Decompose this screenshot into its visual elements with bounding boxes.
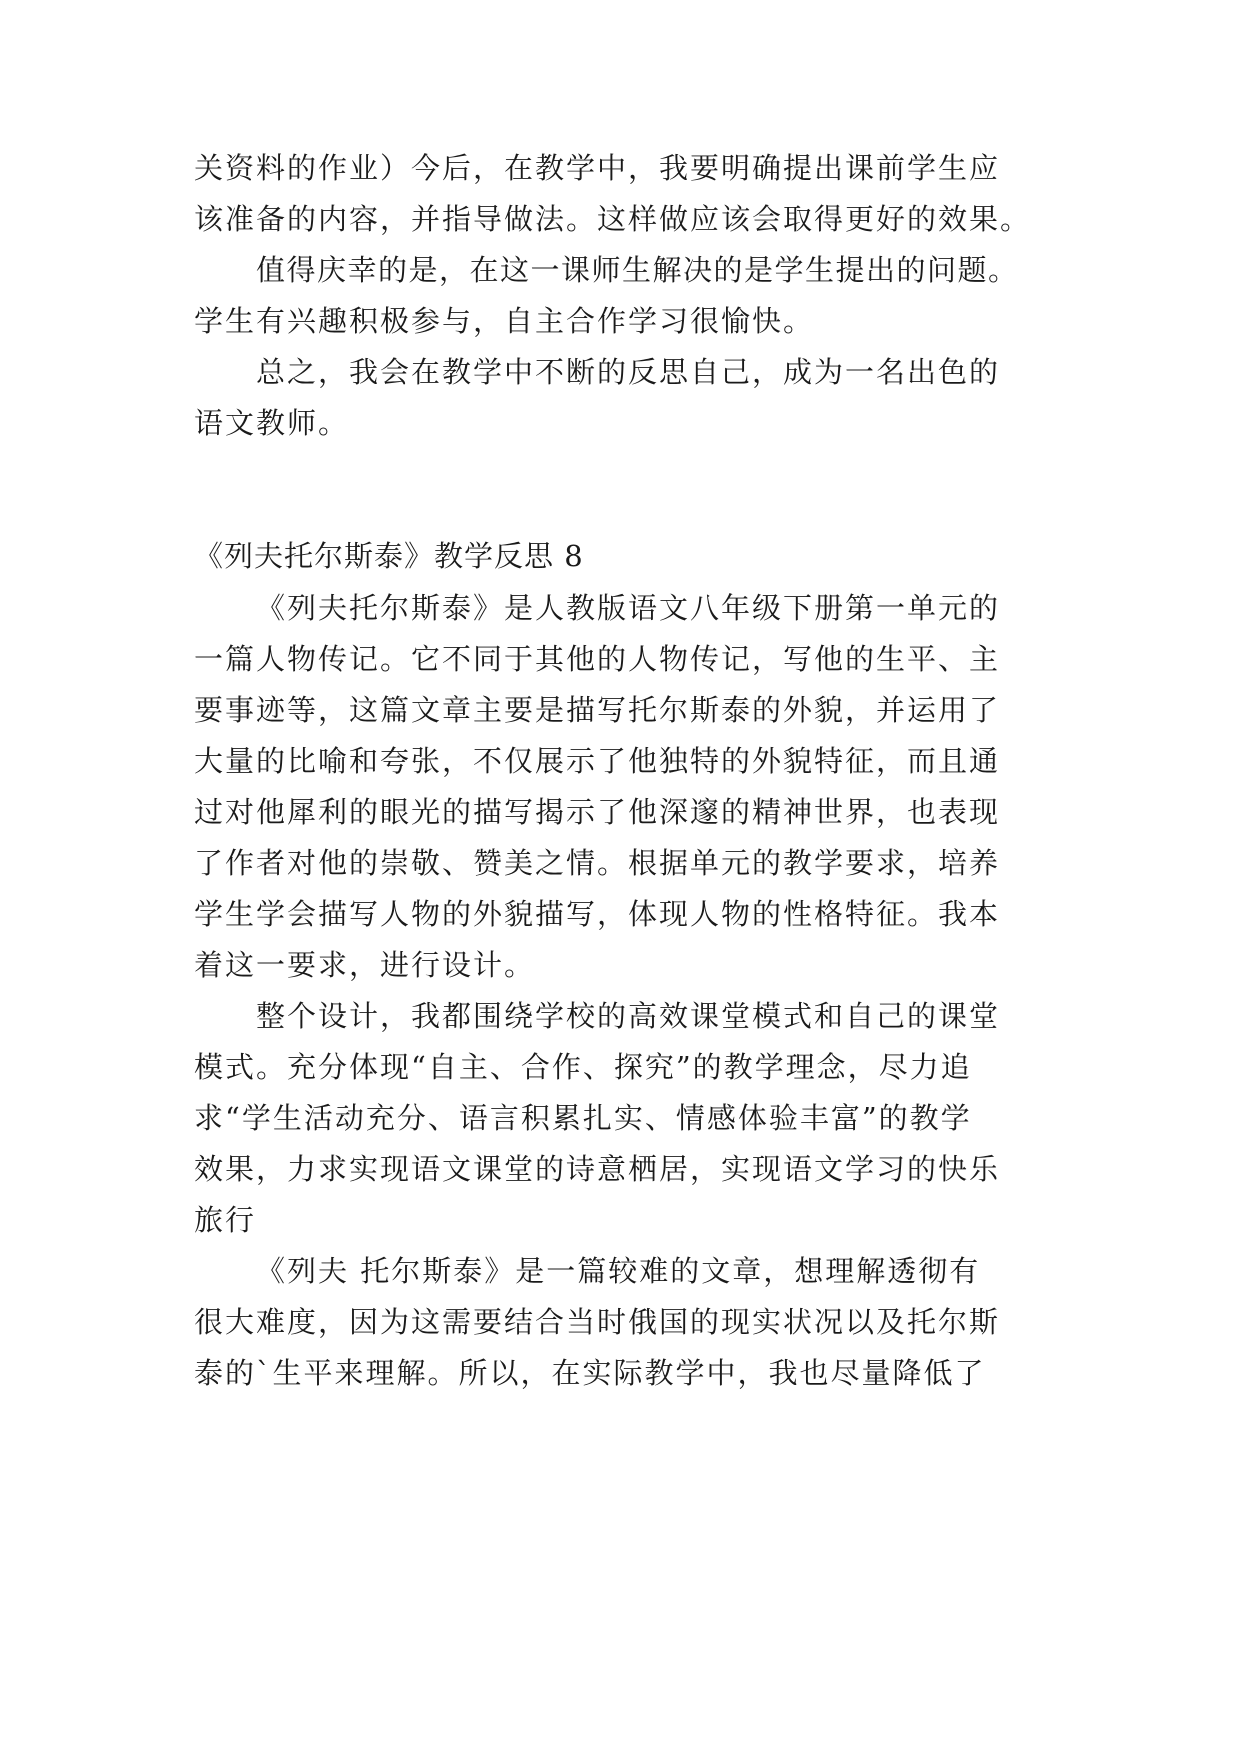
text-line-21: 《列夫 托尔斯泰》是一篇较难的文章，想理解透彻有: [256, 1254, 981, 1288]
text-line-20: 旅行: [194, 1203, 257, 1237]
text-line-11: 大量的比喻和夸张，不仅展示了他独特的外貌特征，而且通: [194, 744, 1001, 778]
text-line-6: 语文教师。: [194, 406, 350, 440]
text-line-22: 很大难度，因为这需要结合当时俄国的现实状况以及托尔斯: [194, 1305, 1001, 1339]
text-line-5: 总之，我会在教学中不断的反思自己，成为一名出色的: [256, 355, 1001, 389]
text-line-4: 学生有兴趣积极参与，自主合作学习很愉快。: [194, 304, 815, 338]
text-line-10: 要事迹等，这篇文章主要是描写托尔斯泰的外貌，并运用了: [194, 693, 1001, 727]
text-line-8: 《列夫托尔斯泰》是人教版语文八年级下册第一单元的: [256, 591, 1001, 625]
text-line-9: 一篇人物传记。它不同于其他的人物传记，写他的生平、主: [194, 642, 1001, 676]
text-line-1: 关资料的作业）今后，在教学中，我要明确提出课前学生应: [194, 151, 1001, 185]
text-line-19: 效果，力求实现语文课堂的诗意栖居，实现语文学习的快乐: [194, 1152, 1001, 1186]
text-line-3: 值得庆幸的是，在这一课师生解决的是学生提出的问题。: [256, 253, 1019, 287]
text-line-16: 整个设计，我都围绕学校的高效课堂模式和自己的课堂: [256, 999, 1001, 1033]
text-line-13: 了作者对他的崇敬、赞美之情。根据单元的教学要求，培养: [194, 846, 1001, 880]
text-line-12: 过对他犀利的眼光的描写揭示了他深邃的精神世界，也表现: [194, 795, 1001, 829]
section-heading: 《列夫托尔斯泰》教学反思 8: [194, 539, 584, 573]
text-line-2: 该准备的内容，并指导做法。这样做应该会取得更好的效果。: [194, 202, 1032, 236]
text-line-18: 求“学生活动充分、语言积累扎实、情感体验丰富”的教学: [194, 1101, 972, 1135]
text-line-17: 模式。充分体现“自主、合作、探究”的教学理念，尽力追: [194, 1050, 972, 1084]
text-line-14: 学生学会描写人物的外貌描写，体现人物的性格特征。我本: [194, 897, 1001, 931]
text-line-15: 着这一要求，进行设计。: [194, 948, 536, 982]
text-line-23: 泰的`生平来理解。所以，在实际教学中，我也尽量降低了: [194, 1356, 986, 1390]
